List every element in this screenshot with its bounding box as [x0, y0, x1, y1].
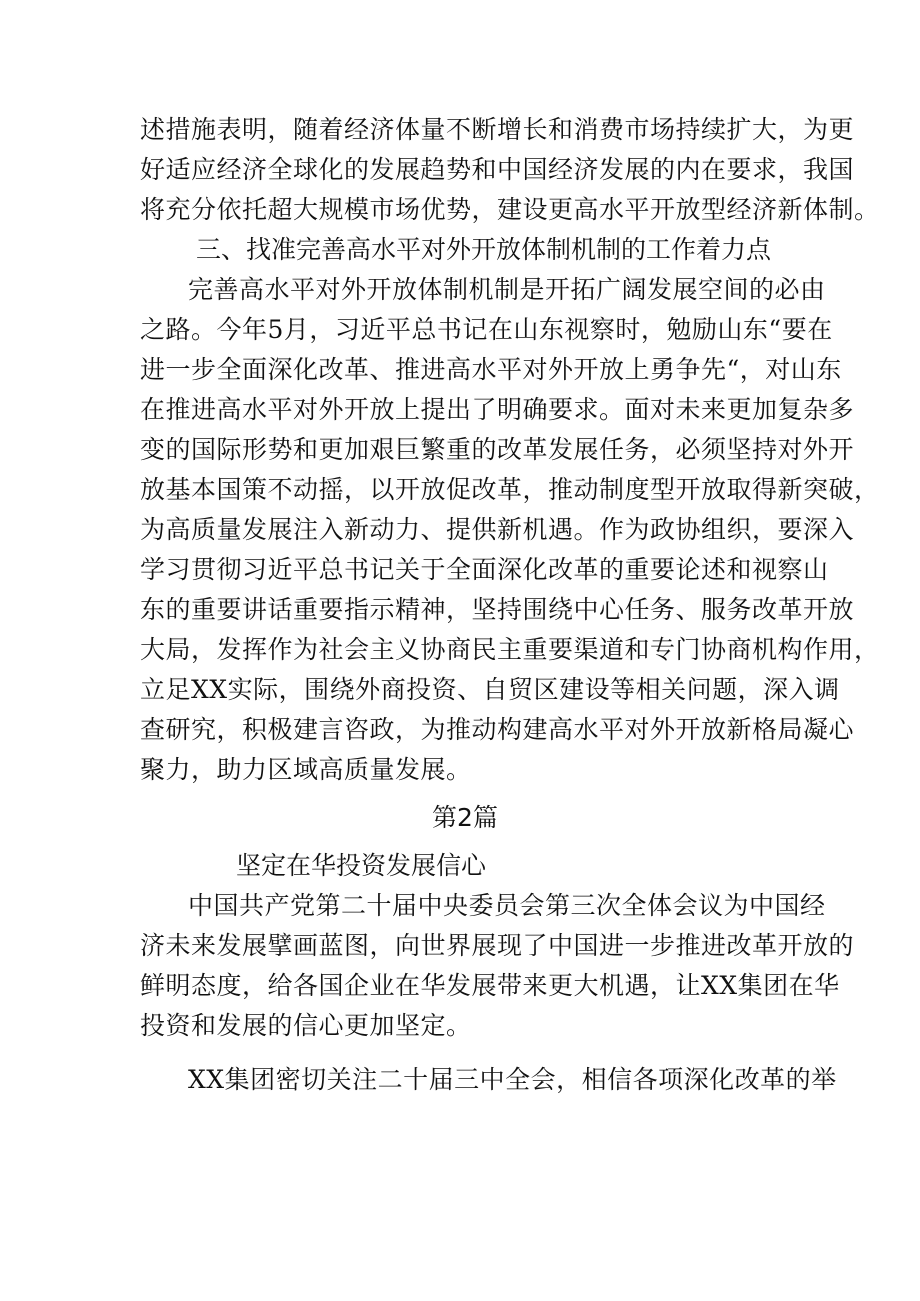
text-line: XX集团密切关注二十届三中全会，相信各项深化改革的举 [188, 1065, 837, 1094]
text-line: 放基本国策不动摇，以开放促改革，推动制度型开放取得新突破， [140, 475, 880, 504]
text-line: 大局，发挥作为社会主义协商民主重要渠道和专门协商机构作用， [140, 635, 880, 664]
text-line: 查研究，积极建言咨政，为推动构建高水平对外开放新格局凝心 [140, 715, 855, 744]
text-line: 学习贯彻习近平总书记关于全面深化改革的重要论述和视察山 [140, 555, 829, 584]
text-line: 变的国际形势和更加艰巨繁重的改革发展任务，必须坚持对外开 [140, 435, 855, 464]
text-line: 之路。今年5月，习近平总书记在山东视察时，勉励山东“要在 [140, 315, 833, 344]
text-line: 中国共产党第二十届中央委员会第三次全体会议为中国经 [188, 891, 826, 920]
paragraph-2 [140, 270, 880, 790]
text-line: 济未来发展擘画蓝图，向世界展现了中国进一步推进改革开放的 [140, 931, 855, 960]
paragraph-1 [140, 110, 880, 230]
text-line: 聚力，助力区域高质量发展。 [140, 755, 472, 784]
document-body [140, 110, 880, 1100]
text-line: 东的重要讲话重要指示精神，坚持围绕中心任务、服务改革开放 [140, 595, 855, 624]
text-line: 在推进高水平对外开放上提出了明确要求。面对未来更加复杂多 [140, 395, 855, 424]
text-line: 鲜明态度，给各国企业在华发展带来更大机遇，让XX集团在华 [140, 971, 840, 1000]
text-line: 将充分依托超大规模市场优势，建设更高水平开放型经济新体制。 [140, 195, 880, 224]
section-heading: 三、找准完善高水平对外开放体制机制的工作着力点 [196, 235, 772, 264]
text-line: 完善高水平对外开放体制机制是开拓广阔发展空间的必由 [188, 275, 826, 304]
paragraph-4 [140, 1060, 837, 1100]
text-line: 投资和发展的信心更加坚定。 [140, 1011, 472, 1040]
text-line: 立足XX实际，围绕外商投资、自贸区建设等相关问题，深入调 [140, 675, 840, 704]
text-line: 好适应经济全球化的发展趋势和中国经济发展的内在要求，我国 [140, 155, 855, 184]
text-line: 述措施表明，随着经济体量不断增长和消费市场持续扩大，为更 [140, 115, 855, 144]
paragraph-3 [140, 886, 855, 1046]
text-line: 为高质量发展注入新动力、提供新机遇。作为政协组织，要深入 [140, 515, 855, 544]
article-title: 坚定在华投资发展信心 [236, 851, 487, 880]
chapter-title: 第2篇 [432, 803, 498, 832]
text-line: 进一步全面深化改革、推进高水平对外开放上勇争先“，对山东 [140, 355, 842, 384]
